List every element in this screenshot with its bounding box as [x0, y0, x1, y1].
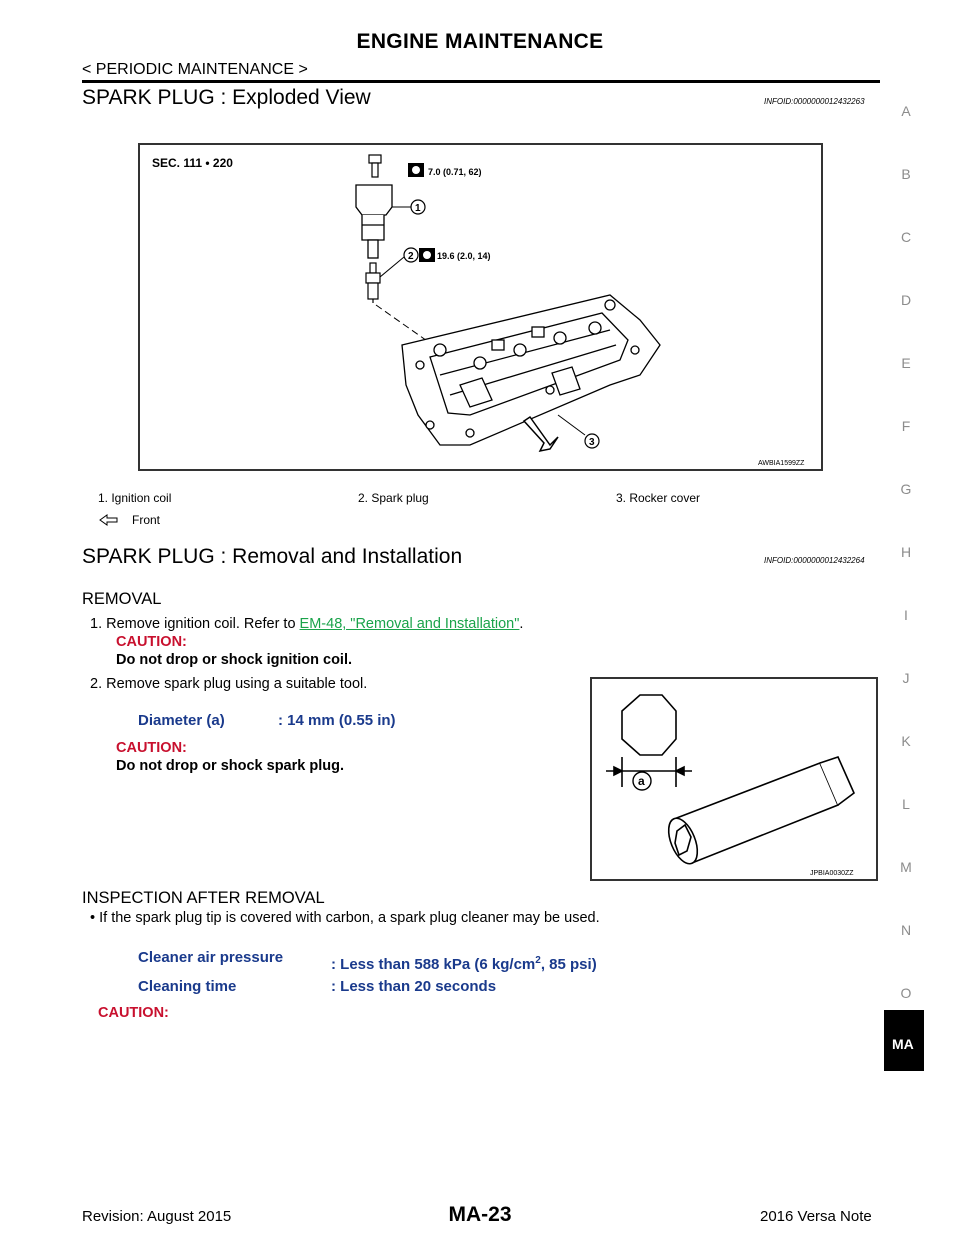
side-index-letter[interactable]: A	[901, 103, 911, 119]
section-title-removal-installation: SPARK PLUG : Removal and Installation	[82, 545, 463, 568]
reference-link-em-48[interactable]: EM-48, "Removal and Installation"	[299, 616, 520, 632]
caution-label: CAUTION:	[116, 740, 187, 756]
pressure-value-end: , 85 psi)	[540, 956, 597, 973]
footer-revision: Revision: August 2015	[82, 1208, 232, 1225]
removal-step-2: 2. Remove spark plug using a suitable tool.	[90, 676, 368, 692]
removal-step-1-text: 1. Remove ignition coil. Refer to	[90, 616, 300, 632]
header-rule	[82, 80, 880, 83]
figure-image-id: JPBIA0030ZZ	[810, 870, 854, 877]
torque-wrench-icon	[408, 163, 424, 177]
bolt-icon	[369, 155, 381, 177]
spec-label-cleaning-time: Cleaning time	[138, 978, 237, 995]
side-index-letter[interactable]: G	[900, 481, 912, 497]
removal-step-1-end: .	[519, 616, 524, 632]
spark-plug-socket-figure	[590, 677, 878, 881]
side-index-letter[interactable]: E	[901, 355, 911, 371]
sec-label: SEC. 111 • 220	[152, 156, 233, 170]
pressure-value-superscript: 2	[535, 955, 541, 966]
front-arrow-icon	[99, 514, 119, 526]
caution-ignition-coil: Do not drop or shock ignition coil.	[116, 652, 353, 668]
side-index-letter[interactable]: K	[901, 733, 911, 749]
exploded-view-figure	[138, 143, 823, 471]
front-direction-arrow-icon	[524, 417, 558, 451]
legend-item-ignition-coil: 1. Ignition coil	[98, 491, 172, 505]
torque-spec-bolt: 7.0 (0.71, 62)	[428, 167, 482, 177]
spec-value-cleaning-time: : Less than 20 seconds	[331, 978, 497, 995]
side-index-letter[interactable]: F	[901, 418, 911, 434]
removal-step-1	[90, 616, 523, 632]
side-index-letter[interactable]: N	[900, 922, 912, 938]
callout-1: 1	[415, 203, 421, 214]
page-header-title: ENGINE MAINTENANCE	[356, 30, 604, 53]
side-index-letter[interactable]: C	[900, 229, 912, 245]
side-index-letter[interactable]: B	[901, 166, 911, 182]
footer-page-number: MA-23	[448, 1203, 512, 1226]
side-index-letter[interactable]: D	[900, 292, 912, 308]
side-index-letter[interactable]: M	[900, 859, 912, 875]
inspection-heading: INSPECTION AFTER REMOVAL	[82, 889, 325, 907]
caution-label: CAUTION:	[116, 634, 187, 650]
side-index-letter[interactable]: I	[904, 607, 908, 623]
figure-image-id: AWBIA1599ZZ	[758, 460, 805, 467]
pressure-value-text: : Less than 588 kPa (6 kg/cm	[331, 956, 536, 973]
legend-item-rocker-cover: 3. Rocker cover	[616, 491, 701, 505]
spec-value-diameter: : 14 mm (0.55 in)	[278, 712, 396, 729]
side-index-letter[interactable]: L	[902, 796, 910, 812]
spec-label-diameter: Diameter (a)	[138, 712, 225, 729]
callout-a: a	[638, 774, 645, 788]
caution-spark-plug: Do not drop or shock spark plug.	[116, 758, 344, 774]
info-id: INFOID:0000000012432264	[764, 556, 865, 565]
exploded-view-illustration	[140, 145, 821, 469]
footer-model: 2016 Versa Note	[760, 1208, 872, 1225]
spec-label-cleaner-pressure: Cleaner air pressure	[138, 949, 284, 966]
caution-label: CAUTION:	[98, 1005, 169, 1021]
section-title-exploded-view: SPARK PLUG : Exploded View	[82, 86, 371, 109]
legend-front-label: Front	[132, 513, 161, 527]
active-section-tab[interactable]	[884, 1010, 924, 1071]
side-index-letter[interactable]: J	[902, 670, 910, 686]
spec-value-cleaner-pressure	[331, 955, 597, 973]
callout-2: 2	[408, 251, 414, 262]
inspection-bullet: • If the spark plug tip is covered with carbon, a spark plug cleaner may be used.	[90, 910, 600, 926]
callout-3: 3	[589, 437, 595, 448]
torque-spec-spark-plug: 19.6 (2.0, 14)	[437, 251, 491, 261]
removal-heading: REMOVAL	[82, 590, 162, 608]
info-id: INFOID:0000000012432263	[764, 97, 865, 106]
spark-plug-socket-illustration	[592, 679, 876, 879]
spark-plug-illustration	[366, 263, 380, 303]
side-index-letter[interactable]: H	[900, 544, 912, 560]
page-header-subtitle: < PERIODIC MAINTENANCE >	[82, 61, 308, 78]
torque-wrench-icon	[419, 248, 435, 262]
hex-socket-end-icon	[622, 695, 676, 755]
active-section-tab-label: MA	[892, 1036, 914, 1052]
ignition-coil-illustration	[356, 185, 392, 258]
legend-item-spark-plug: 2. Spark plug	[358, 491, 429, 505]
side-index-letter[interactable]: O	[900, 985, 912, 1001]
